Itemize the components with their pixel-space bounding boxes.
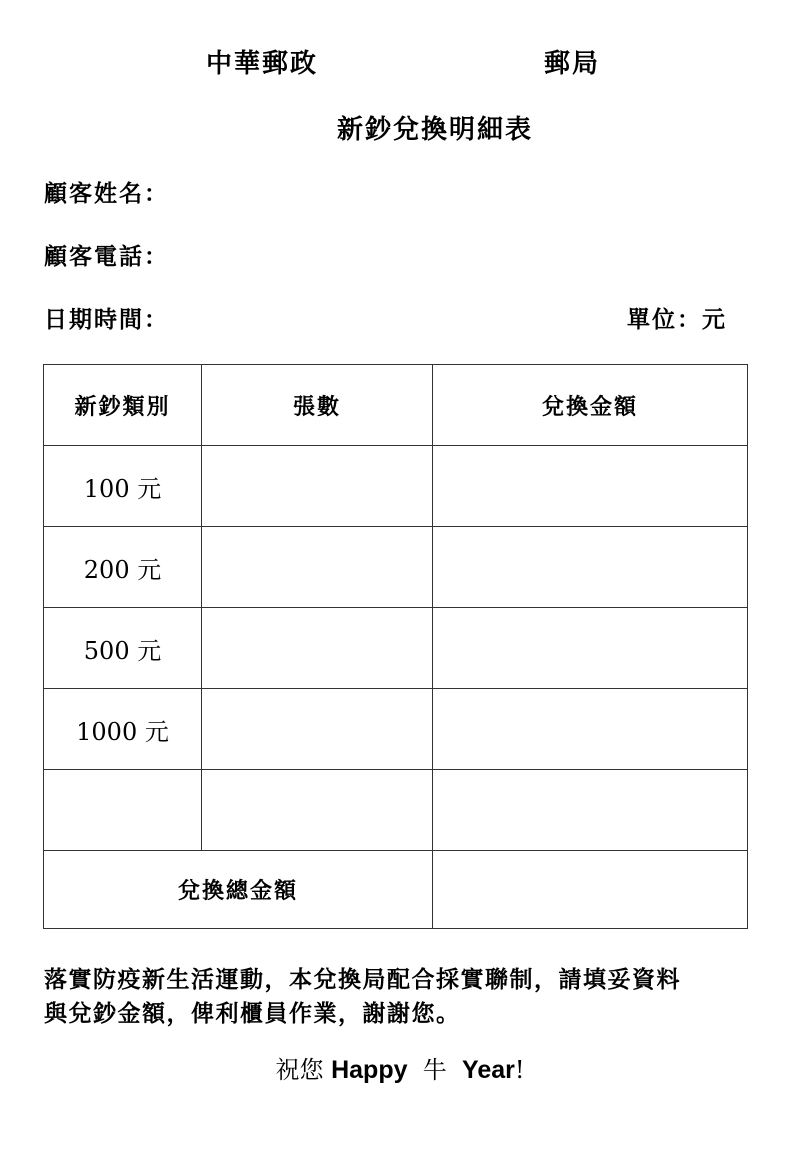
customer-name-label: 顧客姓名： <box>44 180 169 207</box>
table-row <box>44 446 748 527</box>
count-cell[interactable] <box>202 689 433 770</box>
datetime-label: 日期時間： <box>44 306 169 333</box>
count-cell[interactable] <box>202 527 433 608</box>
greeting-year: Year <box>462 1056 515 1084</box>
table-row <box>44 770 748 851</box>
table-row <box>44 608 748 689</box>
form-title: 新鈔兌換明細表 <box>336 115 533 145</box>
amount-cell[interactable] <box>433 446 748 527</box>
amount-cell[interactable] <box>433 608 748 689</box>
header-post-office: 郵局 <box>544 49 601 79</box>
total-row <box>44 851 748 929</box>
header-banknote-type: 新鈔類別 <box>44 365 202 446</box>
count-cell[interactable] <box>202 608 433 689</box>
amount-cell[interactable] <box>433 527 748 608</box>
customer-phone-label: 顧客電話： <box>44 243 169 270</box>
greeting-ox: 牛 <box>422 1056 447 1084</box>
banknote-type-cell: 1000 元 <box>44 689 202 770</box>
notice-text <box>44 963 764 1031</box>
banknote-type-cell: 200 元 <box>44 527 202 608</box>
total-label: 兌換總金額 <box>44 851 433 929</box>
exchange-table <box>43 364 748 929</box>
greeting-prefix: 祝您 <box>275 1056 324 1084</box>
banknote-type-cell[interactable] <box>44 770 202 851</box>
unit-label: 單位：元 <box>627 306 727 333</box>
notice-line-2: 與兌鈔金額，俾利櫃員作業，謝謝您。 <box>44 1000 461 1027</box>
table-row <box>44 527 748 608</box>
notice-line-1: 落實防疫新生活運動，本兌換局配合採實聯制，請填妥資料 <box>44 966 681 993</box>
table-header-row <box>44 365 748 446</box>
banknote-type-cell: 500 元 <box>44 608 202 689</box>
greeting-exclamation: ! <box>514 1056 525 1084</box>
banknote-type-cell: 100 元 <box>44 446 202 527</box>
greeting <box>0 1052 800 1088</box>
amount-cell[interactable] <box>433 689 748 770</box>
header-org: 中華郵政 <box>206 49 319 79</box>
header-amount: 兌換金額 <box>433 365 748 446</box>
greeting-happy: Happy <box>331 1056 408 1084</box>
total-amount-cell[interactable] <box>433 851 748 929</box>
table-row <box>44 689 748 770</box>
count-cell[interactable] <box>202 770 433 851</box>
count-cell[interactable] <box>202 446 433 527</box>
header-count: 張數 <box>202 365 433 446</box>
amount-cell[interactable] <box>433 770 748 851</box>
